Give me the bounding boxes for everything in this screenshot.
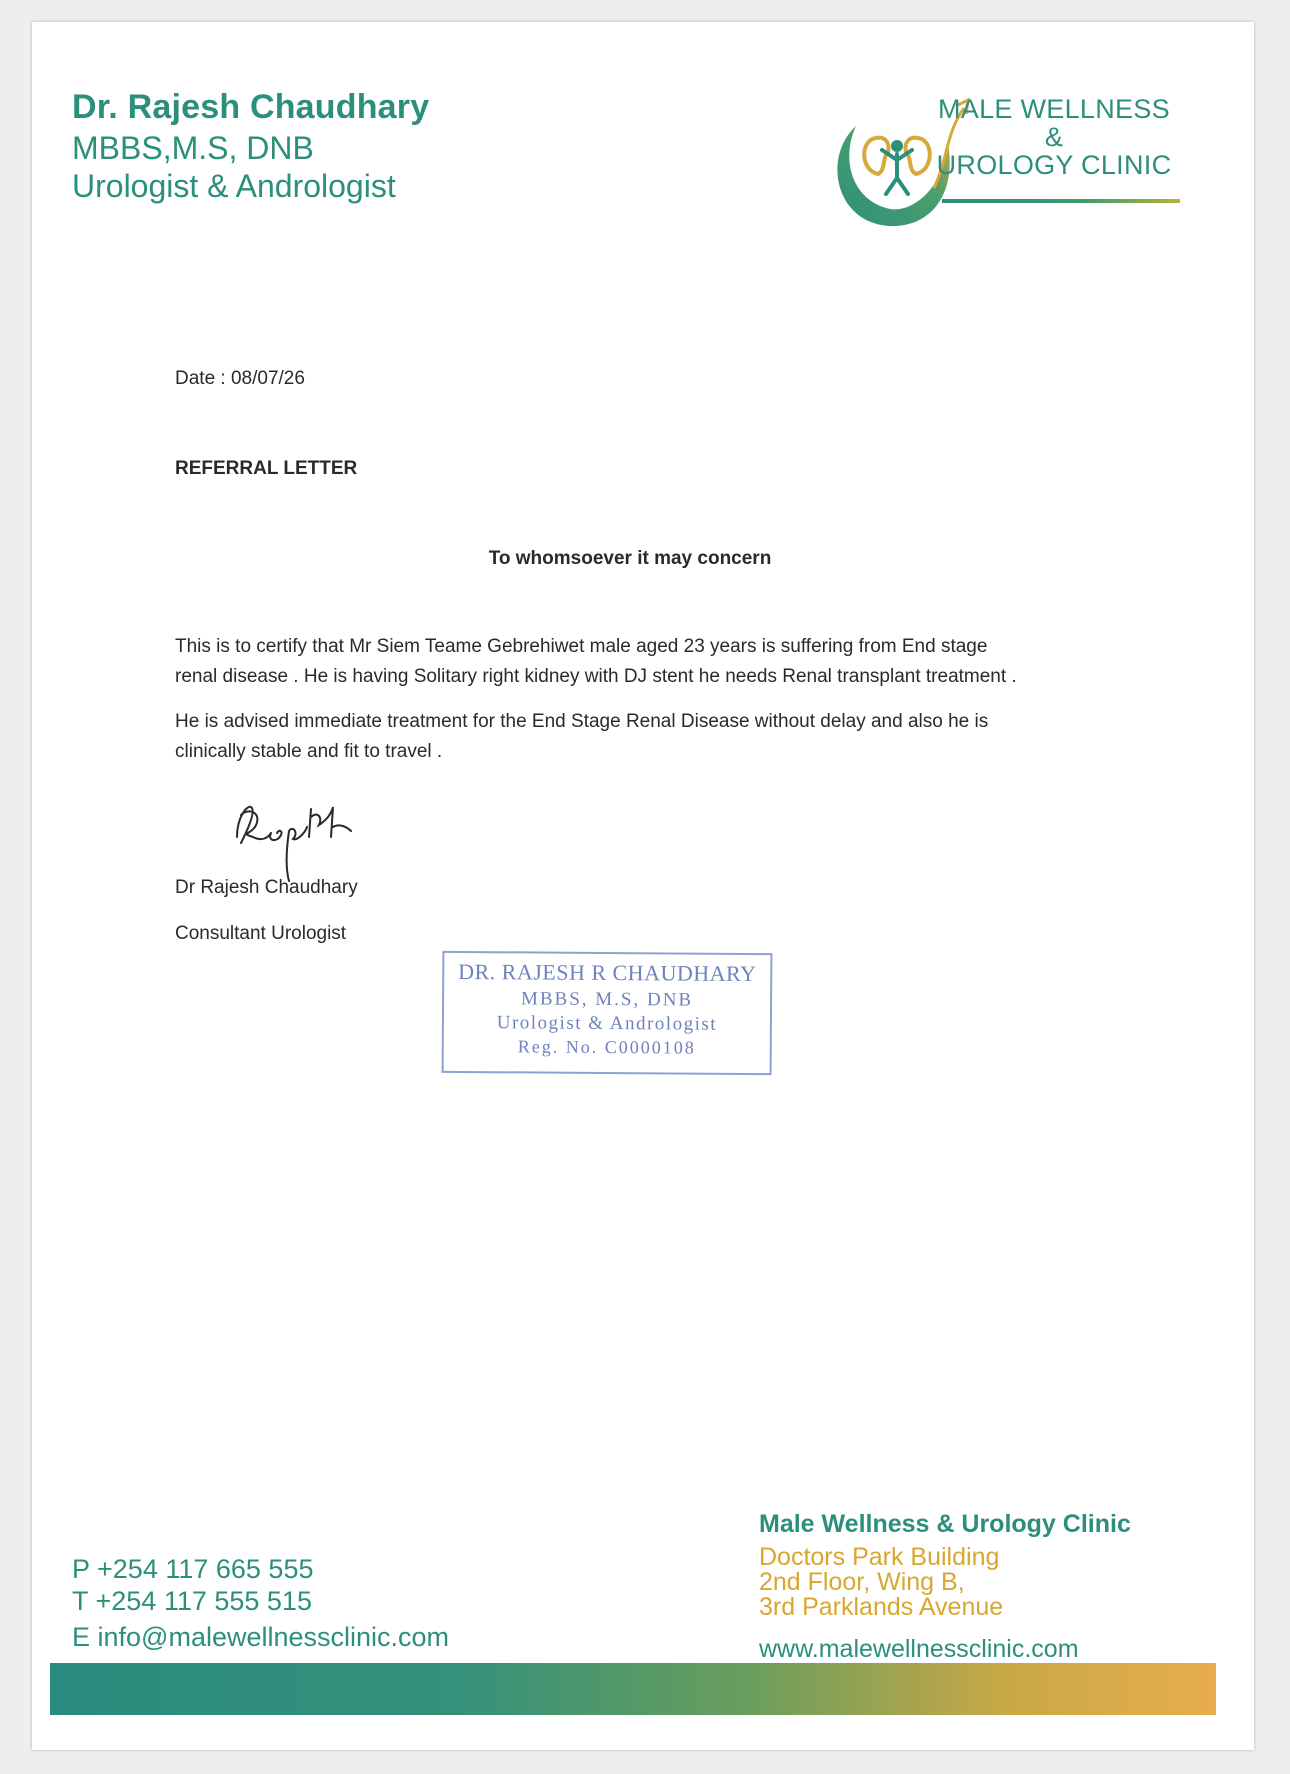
stamp-line-3: Urologist & Andrologist [496, 1012, 718, 1035]
footer-email: E info@malewellnessclinic.com [72, 1622, 450, 1652]
doctor-name: Dr. Rajesh Chaudhary [72, 88, 430, 126]
stamp-line-1: DR. RAJESH R CHAUDHARY [458, 958, 757, 987]
signatory-name: Dr Rajesh Chaudhary [175, 877, 358, 898]
letter-paragraph-1 [175, 632, 1085, 692]
footer-address-line-3: 3rd Parklands Avenue [759, 1593, 1004, 1621]
doctor-specialty: Urologist & Andrologist [72, 168, 396, 204]
paragraph-2-line-2: clinically stable and fit to travel . [175, 741, 443, 762]
footer-address-line-1: Doctors Park Building [759, 1543, 1000, 1571]
stamp-line-4: Reg. No. C0000108 [517, 1036, 696, 1058]
letter-page [32, 22, 1254, 1750]
signatory-title: Consultant Urologist [175, 923, 347, 944]
letter-paragraph-2 [175, 707, 1085, 767]
footer-gradient-bar [50, 1663, 1216, 1715]
stamp-line-2: MBBS, M.S, DNB [520, 988, 694, 1011]
footer-clinic-name: Male Wellness & Urology Clinic [759, 1510, 1131, 1538]
letter-salutation: To whomsoever it may concern [488, 548, 772, 569]
clinic-logo-line3: UROLOGY CLINIC [936, 150, 1172, 180]
letter-title: REFERRAL LETTER [175, 458, 358, 479]
clinic-logo-line1: MALE WELLNESS [938, 94, 1170, 124]
paragraph-1-line-1: This is to certify that Mr Siem Teame Gebrehiwet male aged 23 years is suffering from End stage [175, 636, 988, 657]
doctor-stamp [442, 951, 773, 1075]
paragraph-2-line-1: He is advised immediate treatment for the End Stage Renal Disease without delay and also he is [175, 711, 989, 732]
doctor-qualifications: MBBS,M.S, DNB [72, 130, 314, 166]
footer-address-line-2: 2nd Floor, Wing B, [759, 1568, 965, 1596]
letter-date: Date : 08/07/26 [175, 368, 305, 389]
footer-tel: T +254 117 555 515 [72, 1586, 312, 1616]
footer-phone: P +254 117 665 555 [72, 1554, 314, 1584]
clinic-logo-rule [942, 199, 1180, 203]
clinic-logo-line2: & [1044, 122, 1064, 152]
footer-website: www.malewellnessclinic.com [759, 1635, 1079, 1663]
paragraph-1-line-2: renal disease . He is having Solitary right kidney with DJ stent he needs Renal transplant treatment . [175, 666, 1017, 687]
